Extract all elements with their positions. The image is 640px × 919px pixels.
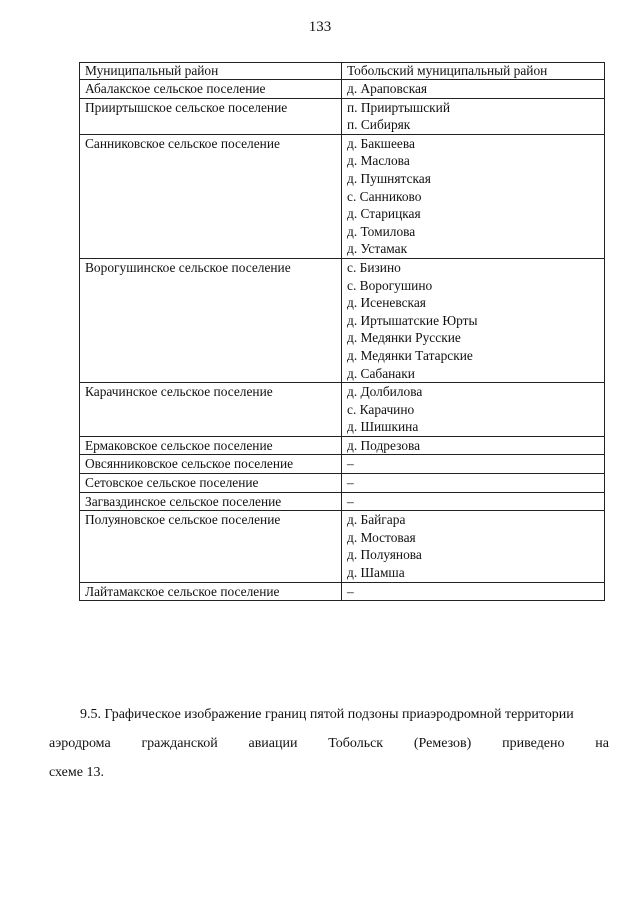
- table-row: [80, 511, 605, 582]
- paragraph-line-2: [49, 729, 609, 758]
- paragraph-word: аэродрома: [49, 736, 111, 751]
- table-row: [80, 455, 605, 474]
- settlement-name: Овсянниковское сельское поселение: [80, 455, 342, 474]
- village-item: д. Старицкая: [347, 206, 421, 222]
- village-item: –: [347, 456, 354, 472]
- paragraph-word: (Ремезов): [413, 736, 472, 751]
- village-item: д. Байгара: [347, 512, 406, 528]
- village-item: с. Ворогушино: [347, 277, 433, 293]
- village-list: [342, 474, 605, 493]
- village-item: д. Долбилова: [347, 384, 423, 400]
- paragraph-word: приведено: [502, 736, 565, 751]
- village-list: [342, 383, 605, 437]
- header-tobolsk-district: Тобольский муниципальный район: [342, 63, 605, 80]
- village-item: д. Иртышатские Юрты: [347, 312, 478, 328]
- village-item: д. Полуянова: [347, 547, 422, 563]
- table-row: [80, 582, 605, 601]
- paragraph-line-1: 9.5. Графическое изображение границ пятой подзоны приаэродромной территории: [80, 707, 574, 722]
- table-header-row: [80, 63, 605, 80]
- village-list: [342, 492, 605, 511]
- village-item: д. Маслова: [347, 153, 410, 169]
- village-item: с. Карачино: [347, 401, 415, 417]
- village-item: д. Исеневская: [347, 295, 426, 311]
- village-item: д. Сабанаки: [347, 365, 415, 381]
- table-row: [80, 134, 605, 258]
- paragraph-word: авиации: [248, 736, 298, 751]
- village-list: [342, 455, 605, 474]
- settlement-name: Лайтамакское сельское поселение: [80, 582, 342, 601]
- table-row: [80, 436, 605, 455]
- village-item: д. Шишкина: [347, 419, 419, 435]
- settlement-name: Санниковское сельское поселение: [80, 134, 342, 258]
- paragraph-word: гражданской: [141, 736, 218, 751]
- village-list: [342, 436, 605, 455]
- village-item: п. Сибиряк: [347, 117, 411, 133]
- table-row: [80, 80, 605, 99]
- village-item: п. Прииртышский: [347, 99, 451, 115]
- settlements-table: [79, 62, 605, 601]
- village-item: с. Санниково: [347, 188, 422, 204]
- paragraph-line-3: схеме 13.: [49, 765, 104, 780]
- village-item: д. Подрезова: [347, 437, 421, 453]
- section-9-5-paragraph: [49, 700, 609, 787]
- settlement-name: Полуяновское сельское поселение: [80, 511, 342, 582]
- page-number: 133: [308, 19, 332, 35]
- village-item: д. Медянки Русские: [347, 330, 461, 346]
- village-list: [342, 258, 605, 382]
- table-row: [80, 383, 605, 437]
- village-item: д. Пушнятская: [347, 170, 431, 186]
- table-row: [80, 492, 605, 511]
- settlement-name: Карачинское сельское поселение: [80, 383, 342, 437]
- paragraph-word: на: [595, 736, 609, 751]
- village-item: д. Мостовая: [347, 529, 416, 545]
- village-item: д. Шамша: [347, 565, 405, 581]
- village-item: д. Устамак: [347, 241, 408, 257]
- settlement-name: Ермаковское сельское поселение: [80, 436, 342, 455]
- village-item: д. Бакшеева: [347, 135, 415, 151]
- village-item: д. Медянки Татарские: [347, 347, 473, 363]
- village-list: [342, 511, 605, 582]
- settlement-name: Прииртышское сельское поселение: [80, 98, 342, 134]
- village-list: [342, 134, 605, 258]
- table-row: [80, 474, 605, 493]
- table-row: [80, 258, 605, 382]
- settlement-name: Абалакское сельское поселение: [80, 80, 342, 99]
- table-row: [80, 98, 605, 134]
- settlement-name: Сетовское сельское поселение: [80, 474, 342, 493]
- paragraph-word: Тобольск: [328, 736, 384, 751]
- settlement-name: Ворогушинское сельское поселение: [80, 258, 342, 382]
- village-item: д. Томилова: [347, 223, 416, 239]
- settlement-name: Загваздинское сельское поселение: [80, 492, 342, 511]
- village-item: –: [347, 583, 354, 599]
- village-list: [342, 80, 605, 99]
- village-item: с. Бизино: [347, 259, 401, 275]
- village-list: [342, 98, 605, 134]
- header-municipal-district: Муниципальный район: [80, 63, 342, 80]
- village-item: –: [347, 493, 354, 509]
- village-item: д. Араповская: [347, 81, 428, 96]
- village-item: –: [347, 475, 354, 491]
- village-list: [342, 582, 605, 601]
